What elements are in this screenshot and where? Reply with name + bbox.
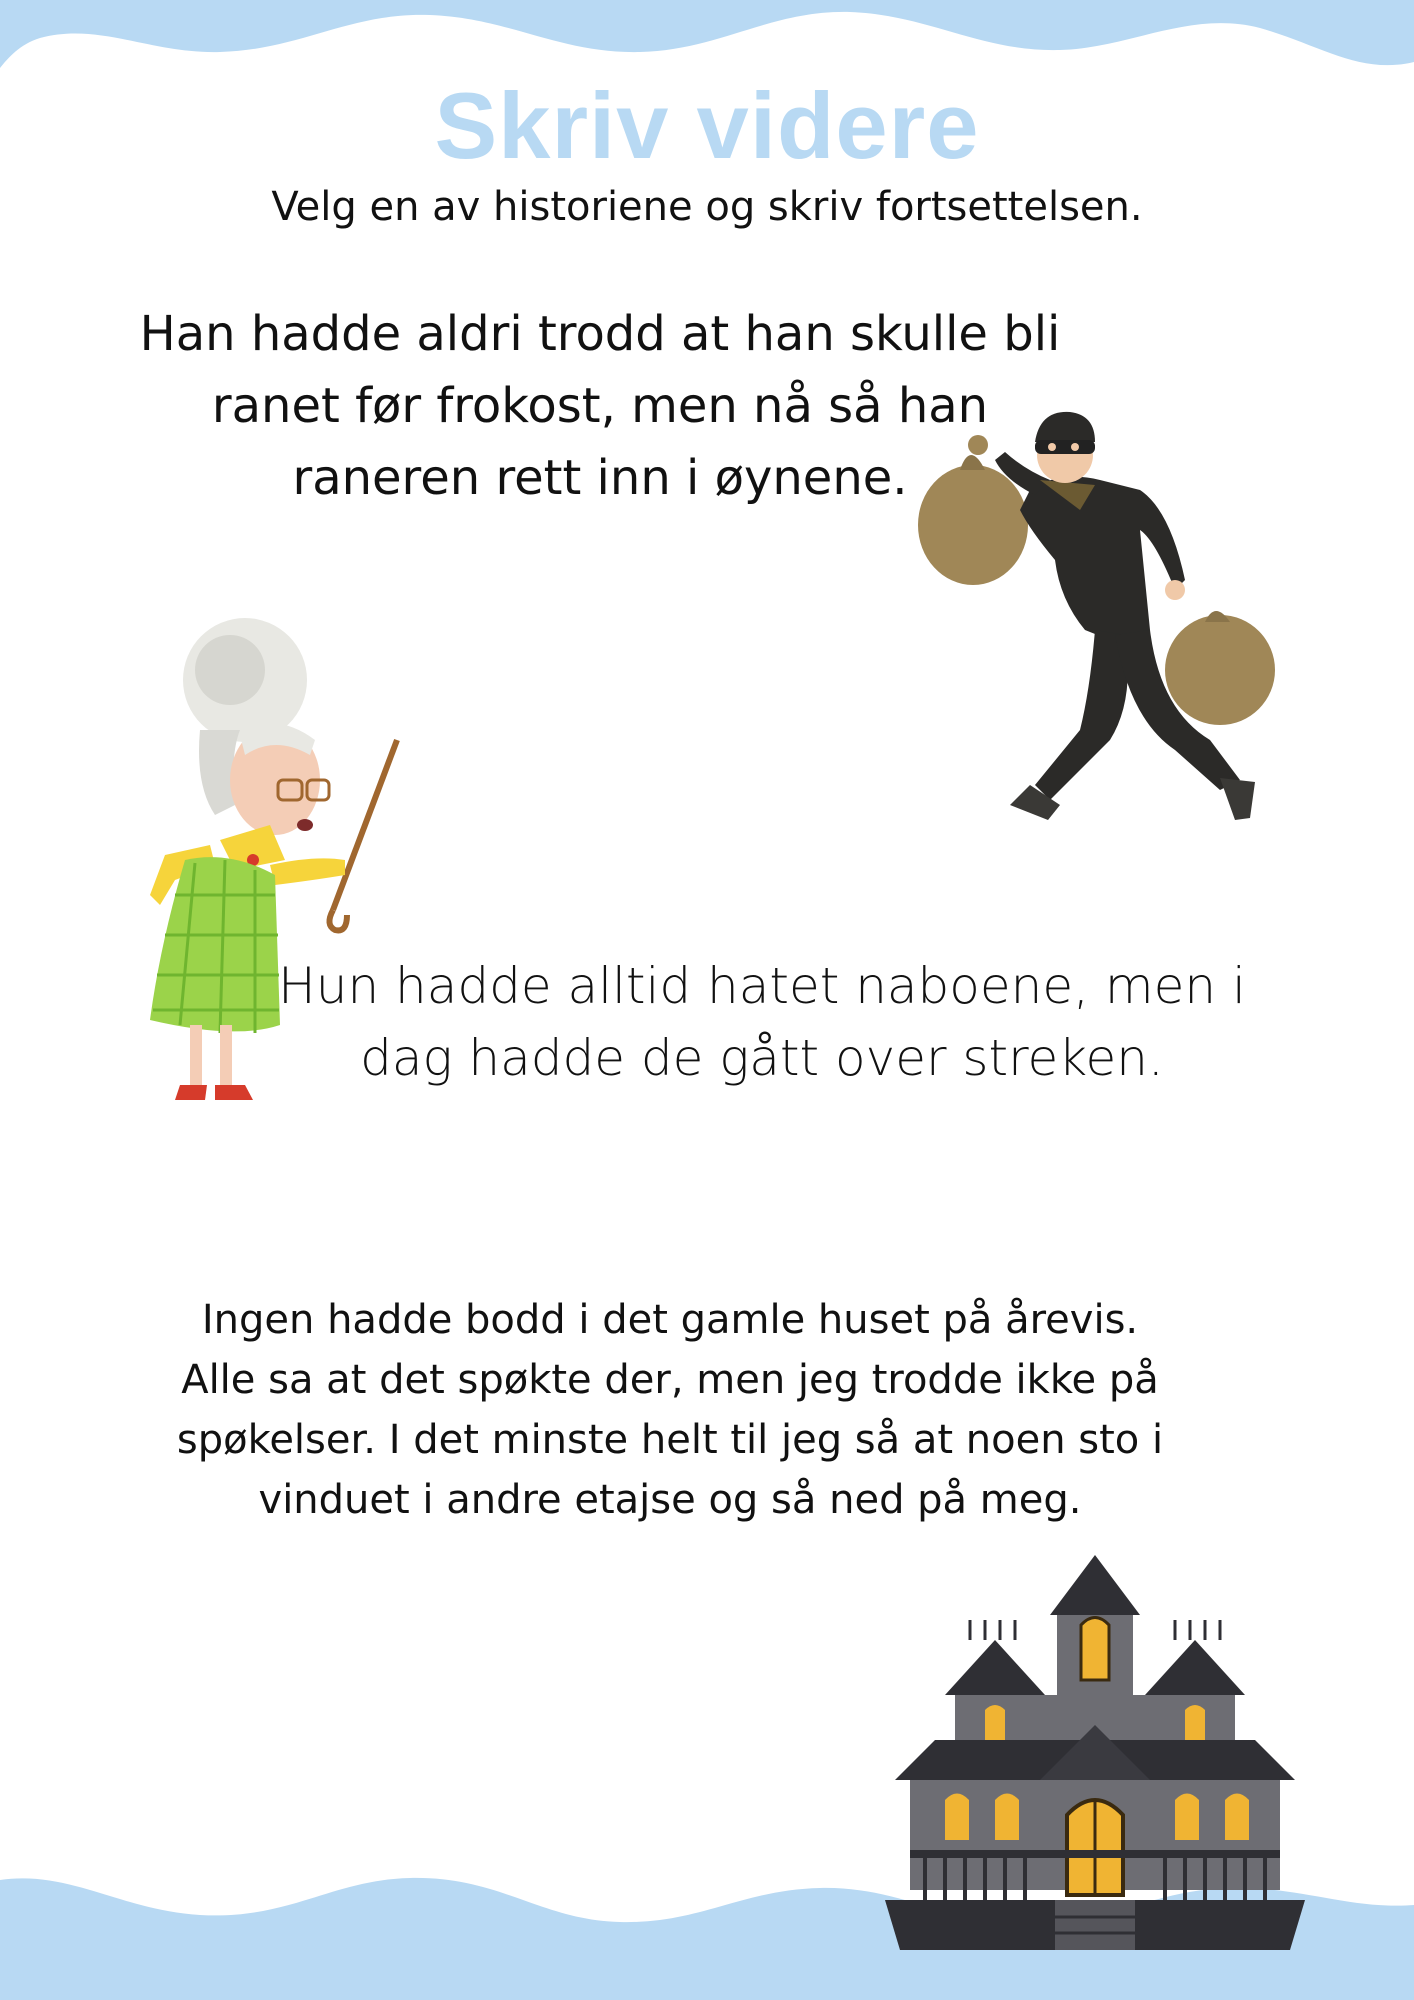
- story-line: dag hadde de gått over streken.: [360, 1029, 1164, 1087]
- story-line: vinduet i andre etajse og så ned på meg.: [258, 1477, 1082, 1523]
- story-prompt-2: [262, 950, 1262, 1094]
- page-title: Skriv videre: [434, 73, 980, 178]
- story-prompt-3: [120, 1290, 1220, 1530]
- story-line: Alle sa at det spøkte der, men jeg trodde ikke på: [181, 1357, 1159, 1403]
- story-line: ranet før frokost, men nå så han: [211, 378, 989, 434]
- robber-icon: [910, 400, 1290, 840]
- story-line: spøkelser. I det minste helt til jeg så at noen sto i: [176, 1417, 1164, 1463]
- story-line: raneren rett inn i øynene.: [292, 450, 908, 506]
- story-line: Hun hadde alltid hatet naboene, men i: [278, 957, 1246, 1015]
- story-line: Ingen hadde bodd i det gamle huset på årevis.: [201, 1297, 1139, 1343]
- top-wave-decoration: [0, 0, 1414, 80]
- haunted-house-icon: [885, 1555, 1305, 1950]
- page-subtitle: Velg en av historiene og skriv fortsettelsen.: [271, 184, 1143, 230]
- story-line: Han hadde aldri trodd at han skulle bli: [139, 306, 1061, 362]
